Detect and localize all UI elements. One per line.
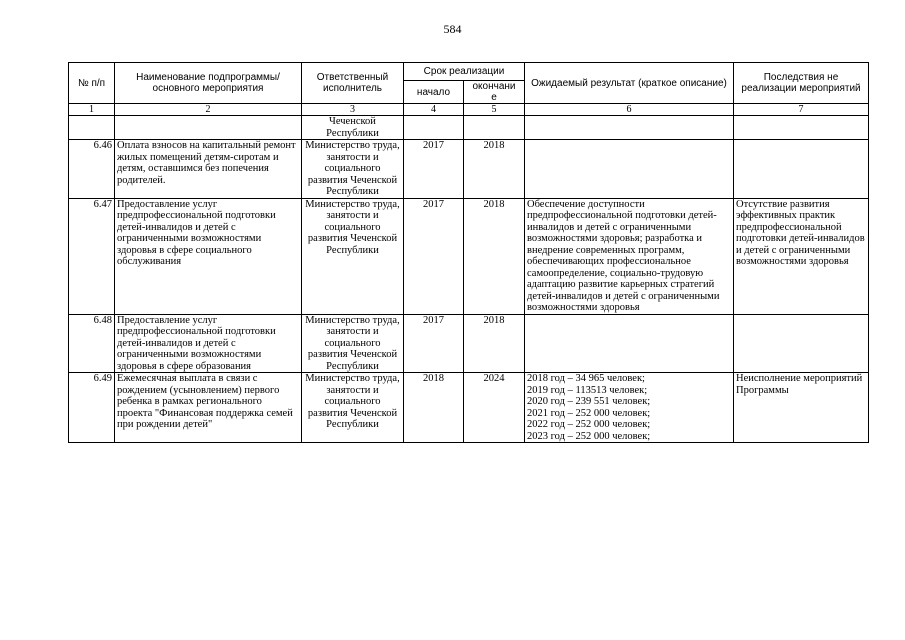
result-line: 2023 год – 252 000 человек; bbox=[527, 430, 651, 442]
index-cell: 4 bbox=[404, 104, 464, 116]
row-number: 6.46 bbox=[69, 140, 115, 199]
header-result: Ожидаемый результат (краткое описание) bbox=[525, 63, 734, 104]
measure-name: Оплата взносов на капитальный ремонт жилых помещений детям-сиротам и детям, оставшимся без попечения родителей. bbox=[115, 140, 302, 199]
result-cell bbox=[525, 140, 734, 199]
start-year: 2017 bbox=[404, 198, 464, 314]
executor-cell: Чеченской Республики bbox=[302, 116, 404, 140]
header-end bbox=[464, 81, 525, 104]
row-number: 6.49 bbox=[69, 373, 115, 443]
consequence-cell bbox=[734, 314, 869, 373]
table-row bbox=[69, 314, 869, 373]
start-year: 2017 bbox=[404, 314, 464, 373]
start-year: 2018 bbox=[404, 373, 464, 443]
header-row bbox=[69, 63, 869, 81]
header-consequences: Последствия не реализации мероприятий bbox=[734, 63, 869, 104]
table-row bbox=[69, 140, 869, 199]
table-row bbox=[69, 198, 869, 314]
index-cell: 5 bbox=[464, 104, 525, 116]
row-number: 6.47 bbox=[69, 198, 115, 314]
result-line: 2022 год – 252 000 человек; bbox=[527, 419, 651, 430]
result-cell bbox=[525, 373, 734, 443]
header-end-line1: окончани bbox=[472, 81, 516, 92]
consequence-cell: Отсутствие развития эффективных практик предпрофессиональной подготовки детей-инвалидов и детей с ограниченными возможностями здоровья bbox=[734, 198, 869, 314]
result-line: 2018 год – 34 965 человек; bbox=[527, 373, 645, 384]
header-name: Наименование подпрограммы/ основного мероприятия bbox=[115, 63, 302, 104]
header-executor: Ответственный исполнитель bbox=[302, 63, 404, 104]
table-row-continuation bbox=[69, 116, 869, 140]
header-end-line2: е bbox=[491, 92, 497, 103]
end-year: 2018 bbox=[464, 314, 525, 373]
header-start: начало bbox=[404, 81, 464, 104]
end-year: 2024 bbox=[464, 373, 525, 443]
index-cell: 1 bbox=[69, 104, 115, 116]
result-cell bbox=[525, 314, 734, 373]
measure-name: Предоставление услуг предпрофессиональной подготовки детей-инвалидов и детей с ограниченными возможностями здоровья в сфере образования bbox=[115, 314, 302, 373]
executor-cell: Министерство труда, занятости и социального развития Чеченской Республики bbox=[302, 198, 404, 314]
executor-cell: Министерство труда, занятости и социального развития Чеченской Республики bbox=[302, 373, 404, 443]
executor-cell: Министерство труда, занятости и социального развития Чеченской Республики bbox=[302, 140, 404, 199]
measure-name: Предоставление услуг предпрофессиональной подготовки детей-инвалидов и детей с ограниченными возможностями здоровья в сфере социального обслуживания bbox=[115, 198, 302, 314]
consequence-cell bbox=[734, 140, 869, 199]
end-year: 2018 bbox=[464, 198, 525, 314]
column-index-row bbox=[69, 104, 869, 116]
index-cell: 2 bbox=[115, 104, 302, 116]
end-year: 2018 bbox=[464, 140, 525, 199]
index-cell: 7 bbox=[734, 104, 869, 116]
header-period: Срок реализации bbox=[404, 63, 525, 81]
header-num: № п/п bbox=[69, 63, 115, 104]
index-cell: 3 bbox=[302, 104, 404, 116]
start-year: 2017 bbox=[404, 140, 464, 199]
result-line: 2021 год – 252 000 человек; bbox=[527, 407, 651, 419]
index-cell: 6 bbox=[525, 104, 734, 116]
row-number: 6.48 bbox=[69, 314, 115, 373]
result-line: 2019 год – 113513 человек; bbox=[527, 384, 648, 396]
result-line: 2020 год – 239 551 человек; bbox=[527, 396, 651, 407]
measure-name: Ежемесячная выплата в связи с рождением (усыновлением) первого ребенка в рамках регионального проекта "Финансовая поддержка семей при рождении детей" bbox=[115, 373, 302, 443]
table-row bbox=[69, 373, 869, 443]
program-table bbox=[68, 62, 869, 443]
executor-cell: Министерство труда, занятости и социального развития Чеченской Республики bbox=[302, 314, 404, 373]
page-number: 584 bbox=[443, 22, 462, 36]
result-cell: Обеспечение доступности предпрофессиональной подготовки детей-инвалидов и детей с ограниченными возможностями здоровья; разработка и внедрение современных программ, обеспечивающих профессиональное самоопределение, социально-трудовую адаптацию развитие карьерных стратегий детей-инвалидов и детей с ограниченными возможностями здоровья bbox=[525, 198, 734, 314]
consequence-cell: Неисполнение мероприятий Программы bbox=[734, 373, 869, 443]
